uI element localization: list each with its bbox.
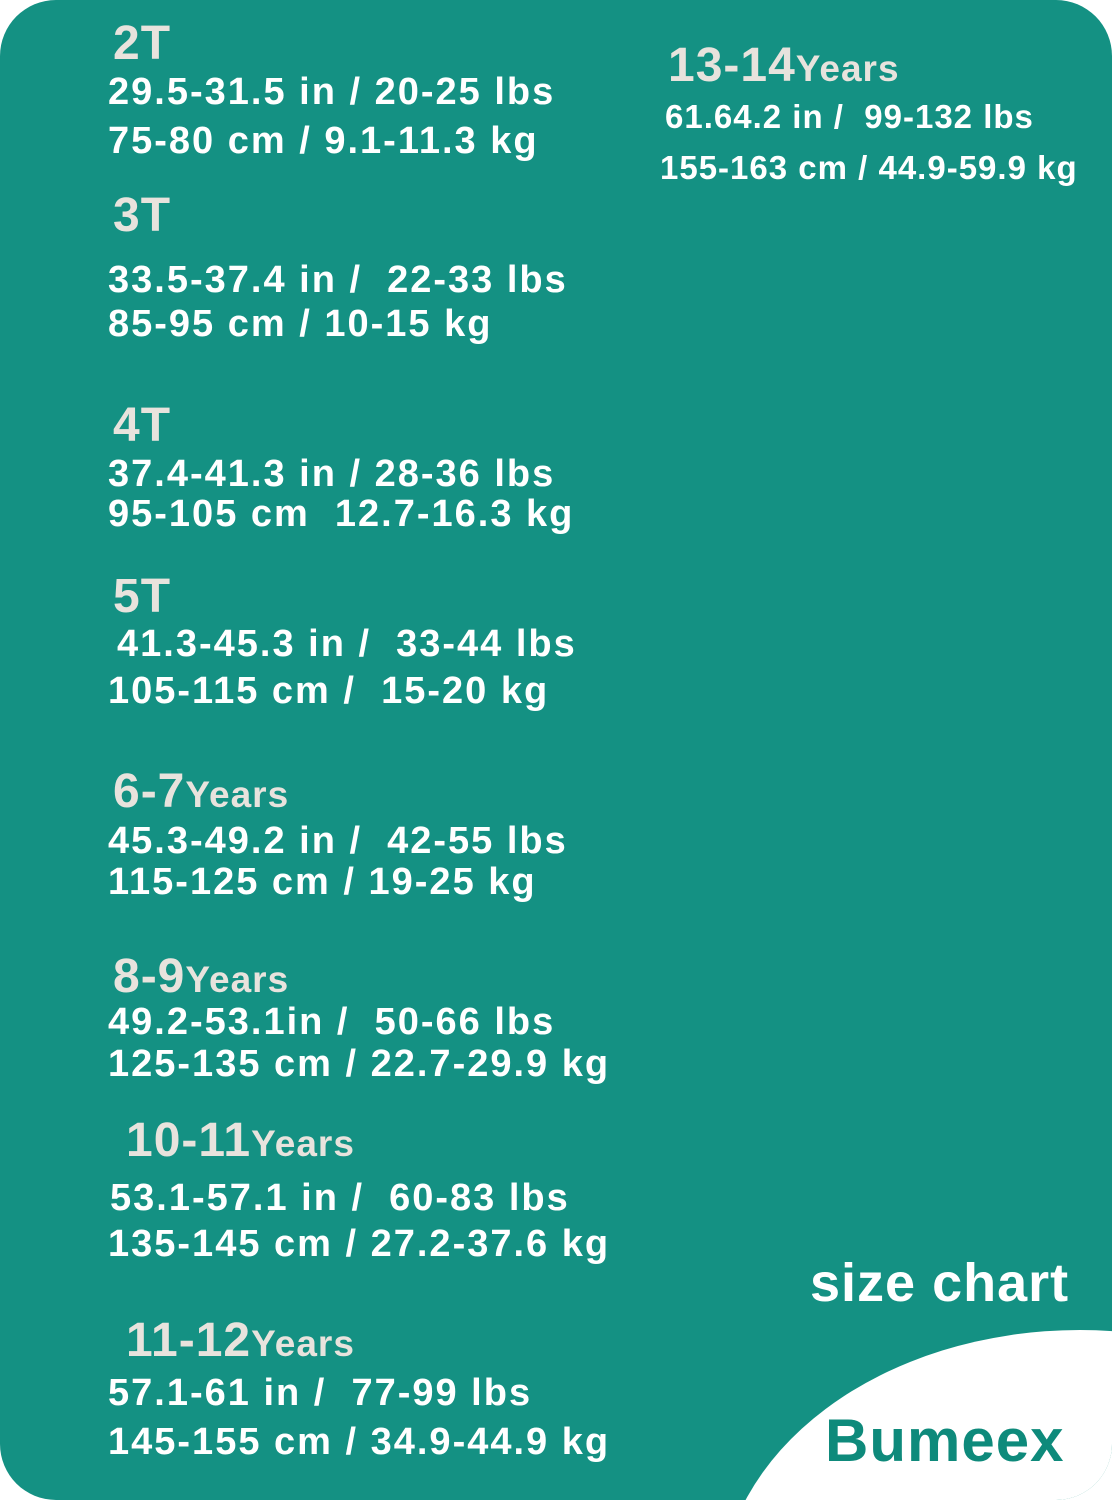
metric-range-2t: 75-80 cm / 9.1-11.3 kg: [108, 120, 539, 162]
metric-range-11-12-years: 145-155 cm / 34.9-44.9 kg: [108, 1421, 611, 1463]
metric-range-3t: 85-95 cm / 10-15 kg: [108, 303, 493, 345]
size-label-number: 3T: [113, 189, 172, 242]
size-label-number: 8-9: [113, 950, 186, 1003]
imperial-range-8-9-years: 49.2-53.1in / 50-66 lbs: [108, 1001, 556, 1043]
size-label-10-11-years: [126, 1114, 355, 1167]
size-label-number: 5T: [113, 570, 172, 623]
size-label-5t: [113, 570, 172, 623]
imperial-range-4t: 37.4-41.3 in / 28-36 lbs: [108, 453, 556, 495]
size-label-number: 10-11: [126, 1114, 252, 1167]
size-label-number: 2T: [113, 17, 172, 70]
size-label-years: Years: [795, 48, 900, 89]
metric-range-13-14-years: 155-163 cm / 44.9-59.9 kg: [660, 149, 1078, 186]
imperial-range-2t: 29.5-31.5 in / 20-25 lbs: [108, 71, 556, 113]
size-label-number: 4T: [113, 399, 172, 452]
imperial-range-11-12-years: 57.1-61 in / 77-99 lbs: [108, 1372, 533, 1414]
imperial-range-10-11-years: 53.1-57.1 in / 60-83 lbs: [110, 1177, 570, 1219]
imperial-range-5t: 41.3-45.3 in / 33-44 lbs: [117, 623, 577, 665]
size-label-4t: [113, 399, 172, 452]
metric-range-4t: 95-105 cm 12.7-16.3 kg: [108, 493, 575, 535]
size-label-number: 11-12: [126, 1314, 252, 1367]
metric-range-5t: 105-115 cm / 15-20 kg: [108, 670, 550, 712]
metric-range-6-7-years: 115-125 cm / 19-25 kg: [108, 861, 537, 903]
metric-range-8-9-years: 125-135 cm / 22.7-29.9 kg: [108, 1043, 611, 1085]
size-label-11-12-years: [126, 1314, 355, 1367]
size-label-6-7-years: [113, 765, 290, 818]
size-label-number: 13-14: [668, 39, 796, 92]
size-label-3t: [113, 189, 172, 242]
imperial-range-13-14-years: 61.64.2 in / 99-132 lbs: [665, 98, 1034, 135]
imperial-range-6-7-years: 45.3-49.2 in / 42-55 lbs: [108, 820, 568, 862]
size-label-2t: [113, 17, 172, 70]
size-label-years: Years: [185, 774, 290, 815]
size-label-years: Years: [251, 1123, 355, 1164]
size-label-years: Years: [185, 959, 290, 1000]
brand-logo: Bumeex: [825, 1407, 1065, 1474]
metric-range-10-11-years: 135-145 cm / 27.2-37.6 kg: [108, 1223, 611, 1265]
size-label-8-9-years: [113, 950, 290, 1003]
size-label-number: 6-7: [113, 765, 186, 818]
size-label-years: Years: [251, 1323, 355, 1364]
size-label-13-14-years: [668, 39, 900, 92]
chart-title: size chart: [810, 1253, 1070, 1313]
imperial-range-3t: 33.5-37.4 in / 22-33 lbs: [108, 259, 568, 301]
